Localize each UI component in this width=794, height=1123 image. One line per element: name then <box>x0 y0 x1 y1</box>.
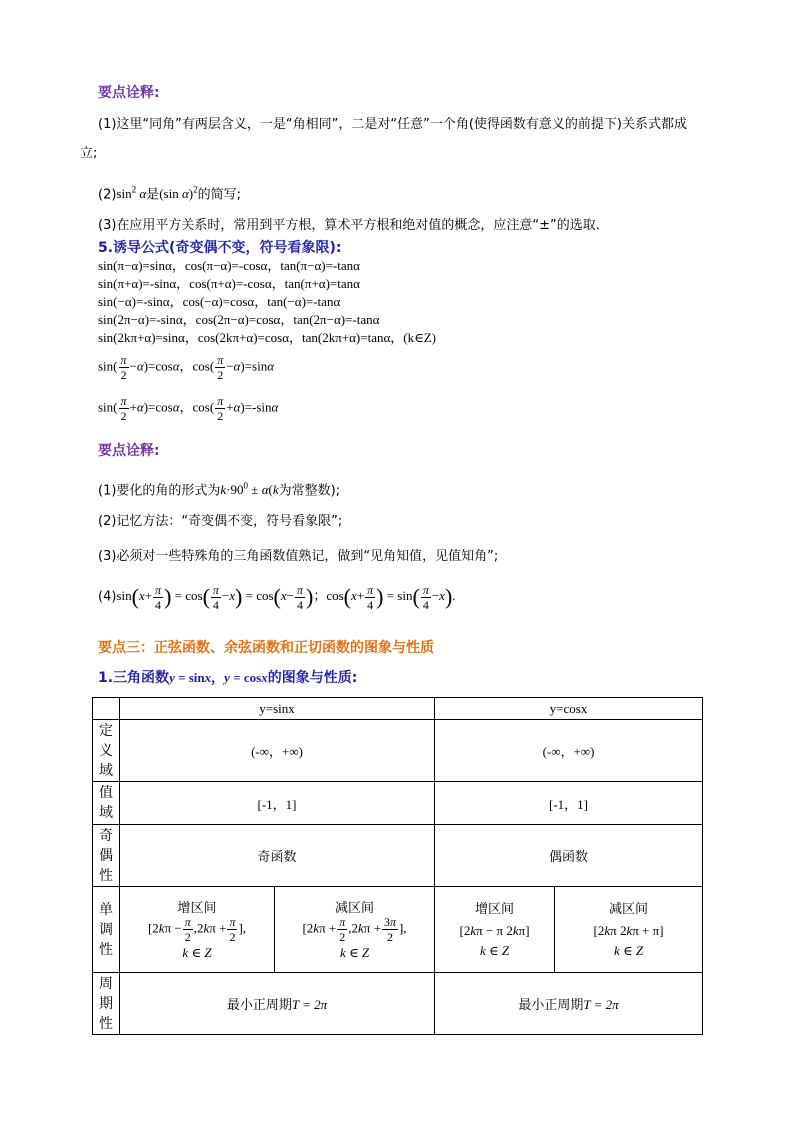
induction-row-4: sin(2π−α)=-sinα，cos(2π−α)=cosα，tan(2π−α)=-tanα <box>98 312 380 327</box>
row-label-monotonicity: 单调性 <box>93 887 120 973</box>
induction-row-6: sin( $\frac{\pi}{2}$ −α)=cosα，cos( $\frac{\pi}{2}$ −α)=sinα <box>98 353 275 382</box>
domain-cos: (-∞，+∞) <box>435 720 703 782</box>
sin-decreasing-interval: 减区间 [2kπ + $\frac{\pi}{2}$ ,2kπ + $\frac{3\pi}{2}$ ], k ∈ Z <box>275 887 435 973</box>
range-cos: [-1，1] <box>435 782 703 825</box>
range-sin: [-1，1] <box>120 782 435 825</box>
header-sin: y=sinx <box>120 698 435 720</box>
row-period <box>93 973 703 1035</box>
sin-increasing-interval: 增区间 [2kπ − $\frac{\pi}{2}$ ,2kπ + $\frac{\pi}{2}$ ], k ∈ Z <box>120 887 275 973</box>
parity-sin: 奇函数 <box>120 825 435 887</box>
formula-shift-identities: sin(x+ $\frac{\pi}{4}$ ) = cos( $\frac{\pi}{4}$ −x) = cos(x− $\frac{\pi}{4}$ )；cos(x+ $\frac{\pi}{4}$ ) = sin( $\frac{\pi}{4}$ −x). <box>116 583 456 612</box>
note2-item2: (2)记忆方法：“奇变偶不变，符号看象限”; <box>98 514 343 529</box>
domain-sin: (-∞，+∞) <box>120 720 435 782</box>
period-sin: 最小正周期T = 2π <box>120 973 435 1035</box>
parity-cos: 偶函数 <box>435 825 703 887</box>
table-header-row <box>93 698 703 720</box>
row-range <box>93 782 703 825</box>
corner-cell <box>93 698 120 720</box>
note2-item3: (3)必须对一些特殊角的三角函数值熟记，做到“见角知值，见值知角”; <box>98 549 499 564</box>
induction-title: 5.诱导公式(奇变偶不变，符号看象限): <box>98 240 342 256</box>
row-parity <box>93 825 703 887</box>
note2-item1: (1)要化的角的形式为$k\cdot 90^0 \pm \alpha(k$为常整数); <box>98 481 341 499</box>
induction-row-1: sin(π−α)=sinα，cos(π−α)=-cosα，tan(π−α)=-tanα <box>98 258 360 273</box>
note2-item4: (4)sin(x+ $\frac{\pi}{4}$ ) = cos( $\frac{\pi}{4}$ −x) = cos(x− $\frac{\pi}{4}$ )；cos(x+ $\frac{\pi}{4}$ ) = sin( $\frac{\pi}{4}$ −x). <box>98 583 456 612</box>
note1-item3: (3)在应用平方关系时，常用到平方根，算术平方根和绝对值的概念，应注意“±”的选取． <box>98 218 609 233</box>
notes-title-2: 要点诠释: <box>98 443 160 459</box>
row-label-period: 周期性 <box>93 973 120 1035</box>
row-label-domain: 定义域 <box>93 720 120 782</box>
section3-title: 要点三：正弦函数、余弦函数和正切函数的图象与性质 <box>98 640 434 656</box>
formula-functions: y = sinx，y = cosx <box>169 670 268 685</box>
header-cos: y=cosx <box>435 698 703 720</box>
induction-row-5: sin(2kπ+α)=sinα，cos(2kπ+α)=cosα，tan(2kπ+α)=tanα，(k∈Z) <box>98 330 437 345</box>
note1-item1-line2: 立; <box>80 146 98 161</box>
row-domain <box>93 720 703 782</box>
section3-subtitle: 1.三角函数y = sinx，y = cosx的图象与性质: <box>98 670 358 686</box>
row-label-range: 值域 <box>93 782 120 825</box>
cos-increasing-interval: 增区间 [2kπ − π 2kπ] k ∈ Z <box>435 887 555 973</box>
period-cos: 最小正周期T = 2π <box>435 973 703 1035</box>
induction-row-2: sin(π+α)=-sinα，cos(π+α)=-cosα，tan(π+α)=tanα <box>98 276 360 291</box>
formula-sin-squared: (sin α)$^2$ <box>159 185 198 202</box>
row-label-parity: 奇偶性 <box>93 825 120 887</box>
formula-sin2: $\sin^2 \alpha$ <box>116 185 147 202</box>
row-monotonicity <box>93 887 703 973</box>
notes-title-1: 要点诠释: <box>98 85 160 101</box>
induction-row-3: sin(−α)=-sinα，cos(−α)=cosα，tan(−α)=-tanα <box>98 294 341 309</box>
cos-decreasing-interval: 减区间 [2kπ 2kπ + π] k ∈ Z <box>555 887 703 973</box>
note1-item2: $(2)\sin^2$ α是(sin α)$^2$的简写; <box>98 185 241 203</box>
induction-row-7: sin( $\frac{\pi}{2}$ +α)=cosα，cos( $\frac{\pi}{2}$ +α)=-sinα <box>98 394 279 423</box>
trig-properties-table <box>92 697 703 1035</box>
formula-k90: $k\cdot 90^0 \pm \alpha(k$ <box>220 481 279 498</box>
note1-item1-line1: (1)这里“同角”有两层含义，一是“角相同”，二是对“任意”一个角(使得函数有意义的前提下)关系式都成 <box>98 117 687 132</box>
